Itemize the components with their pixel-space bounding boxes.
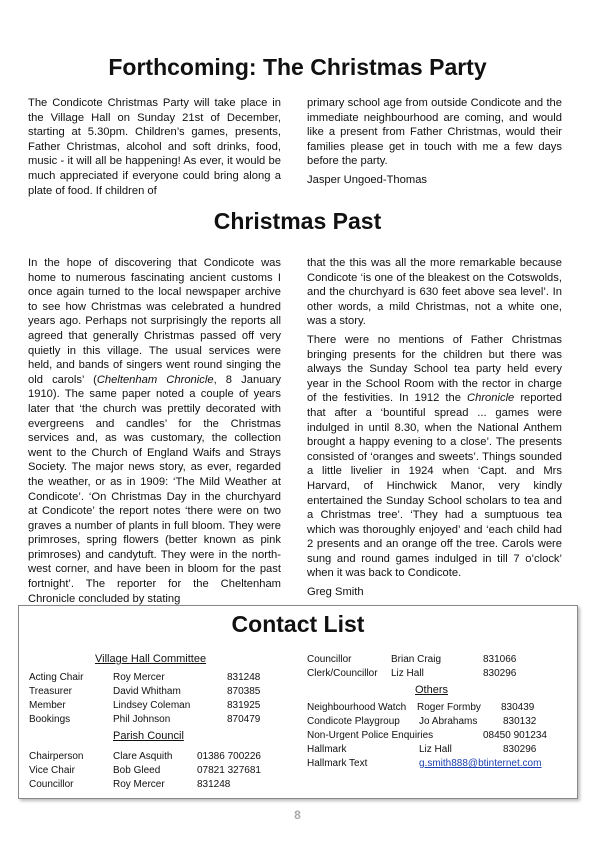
parish-council-heading: Parish Council [113, 730, 184, 742]
contact-name: Bob Gleed [113, 765, 161, 776]
contact-phone: 01386 700226 [197, 751, 261, 762]
party-column-right [307, 96, 562, 192]
party-text-1: The Condicote Christmas Party will take place in the Village Hall on Sunday 21st of December, starting at 5.30pm. Children’s games, presents, Father Christmas, alcohol and soft drinks, food, music - it will all be happening! As ever, it would be much appreciated if everyone could bring along a plate of food. If children of [28, 97, 281, 197]
page-number: 8 [294, 808, 301, 822]
contact-role: Member [29, 700, 66, 711]
past-title: Christmas Past [213, 208, 382, 234]
party-column-left [28, 96, 281, 202]
contact-name: Roger Formby [417, 702, 481, 713]
contact-role: Non-Urgent Police Enquiries [307, 730, 434, 741]
contact-name: Clare Asquith [113, 751, 173, 762]
contact-phone: 831066 [483, 654, 517, 665]
contact-list-box [18, 605, 578, 799]
past-text-2: that the this was all the more remarkable because Condicote ‘is one of the bleakest on the Cotswolds, and the churchyard is 630 feet above sea level’. In other words, a mild Christmas, not a white one, was a story. [307, 257, 562, 328]
contact-role: Clerk/Councillor [307, 668, 378, 679]
contact-phone: 830439 [501, 702, 535, 713]
contact-name: Brian Craig [391, 654, 442, 665]
party-author: Jasper Ungoed-Thomas [307, 173, 428, 186]
contact-role: Hallmark Text [307, 758, 368, 769]
contact-role: Neighbourhood Watch [307, 702, 407, 713]
past-citation-1: Cheltenham Chronicle [96, 373, 214, 386]
contact-phone: 830296 [503, 744, 537, 755]
contact-phone: 831925 [227, 700, 261, 711]
past-text-3a: There were no mentions of Father Christmas bringing presents for the children but there was always the Sunday School tea party held every year in the School Room with the rector in charge of the festivities. In 1912 the [307, 333, 562, 405]
contact-role: Chairperson [29, 751, 84, 762]
contact-role: Hallmark [307, 744, 347, 755]
past-text-1b: , 8 January 1910). The same paper noted a couple of years later that ‘the church was prettily decorated with evergreens and candles’ for the Christmas services and, as was customary, the collection went to the Church of England Waifs and Strays Society. The major news story, as ever, regarded the weather, or as in 1909: ‘The Mild Weather at Condicote’. ‘On Christmas Day in the churchyard at Condicote’ the report notes ‘there were on two graves a number of plants in full bloom. They were primroses, spring flowers (better known as pink primroses) and candytuft. They were in the north-west corner, and have been in bloom for the past fortnight’. The reporter for the Cheltenham Chronicle concluded by stating [28, 373, 281, 605]
contact-phone: 08450 901234 [483, 730, 547, 741]
contact-name: Jo Abrahams [419, 716, 478, 727]
past-text-1 [28, 256, 281, 606]
contact-phone: 870385 [227, 686, 261, 697]
contact-role: Councillor [307, 654, 352, 665]
village-hall-heading: Village Hall Committee [95, 653, 207, 665]
contact-phone: 831248 [227, 672, 261, 683]
others-heading: Others [415, 684, 449, 696]
contact-name: Phil Johnson [113, 714, 171, 725]
past-column-right [307, 256, 562, 604]
contact-phone: 831248 [197, 779, 231, 790]
contact-name: Roy Mercer [113, 779, 165, 790]
party-text-2: primary school age from outside Condicote and the immediate neighbourhood are coming, and would like a present from Father Christmas, would their families please get in touch with me a few days before the party. [307, 97, 562, 168]
contact-role: Condicote Playgroup [307, 716, 400, 727]
past-text-3 [307, 333, 562, 581]
contact-name: Liz Hall [419, 744, 452, 755]
contact-phone: 870479 [227, 714, 261, 725]
contact-title: Contact List [231, 611, 365, 637]
contact-phone: 07821 327681 [197, 765, 261, 776]
past-author: Greg Smith [307, 586, 364, 599]
contact-role: Vice Chair [29, 765, 75, 776]
contact-role: Councillor [29, 779, 74, 790]
contact-name: Lindsey Coleman [113, 700, 191, 711]
party-title: Forthcoming: The Christmas Party [108, 54, 487, 80]
contact-phone: 830132 [503, 716, 537, 727]
past-citation-2: Chronicle [467, 392, 515, 405]
contact-name: David Whitham [113, 686, 181, 697]
past-text-3b: reported that after a ‘bountiful spread ... games were indulged in until 8.30, when the National Anthem brought a happy evening to a close’. The presents consisted of ‘oranges and sweets’. Things sounded a little livelier in 1924 when ‘Capt. and Mrs Harvard, of Hinchwick Manor, very kindly entertained the Sunday School scholars to tea and a Christmas tree’. ‘They had a sumptuous tea which was thoroughly enjoyed’ and ‘each child had 2 presents and an orange off the tree. Carols were sung and round games indulged in till 7 o’clock’ when it was back to Condicote. [307, 392, 562, 580]
contact-role: Acting Chair [29, 672, 84, 683]
contact-role: Treasurer [29, 686, 72, 697]
past-column-left [28, 256, 281, 610]
contact-name: Liz Hall [391, 668, 424, 679]
contact-email-link[interactable]: g.smith888@btinternet.com [419, 758, 542, 769]
past-text-1a: In the hope of discovering that Condicote was home to numerous fascinating ancient customs I once again turned to the local newspaper archive to see how Christmas was celebrated a hundred years ago. Perhaps not surprisingly the reports all agreed that generally Christmas passed off very quietly in this village. The usual services were held, and bands of singers went round singing the old carols’ ( [28, 257, 281, 386]
contact-name: Roy Mercer [113, 672, 165, 683]
contact-role: Bookings [29, 714, 71, 725]
contact-phone: 830296 [483, 668, 517, 679]
